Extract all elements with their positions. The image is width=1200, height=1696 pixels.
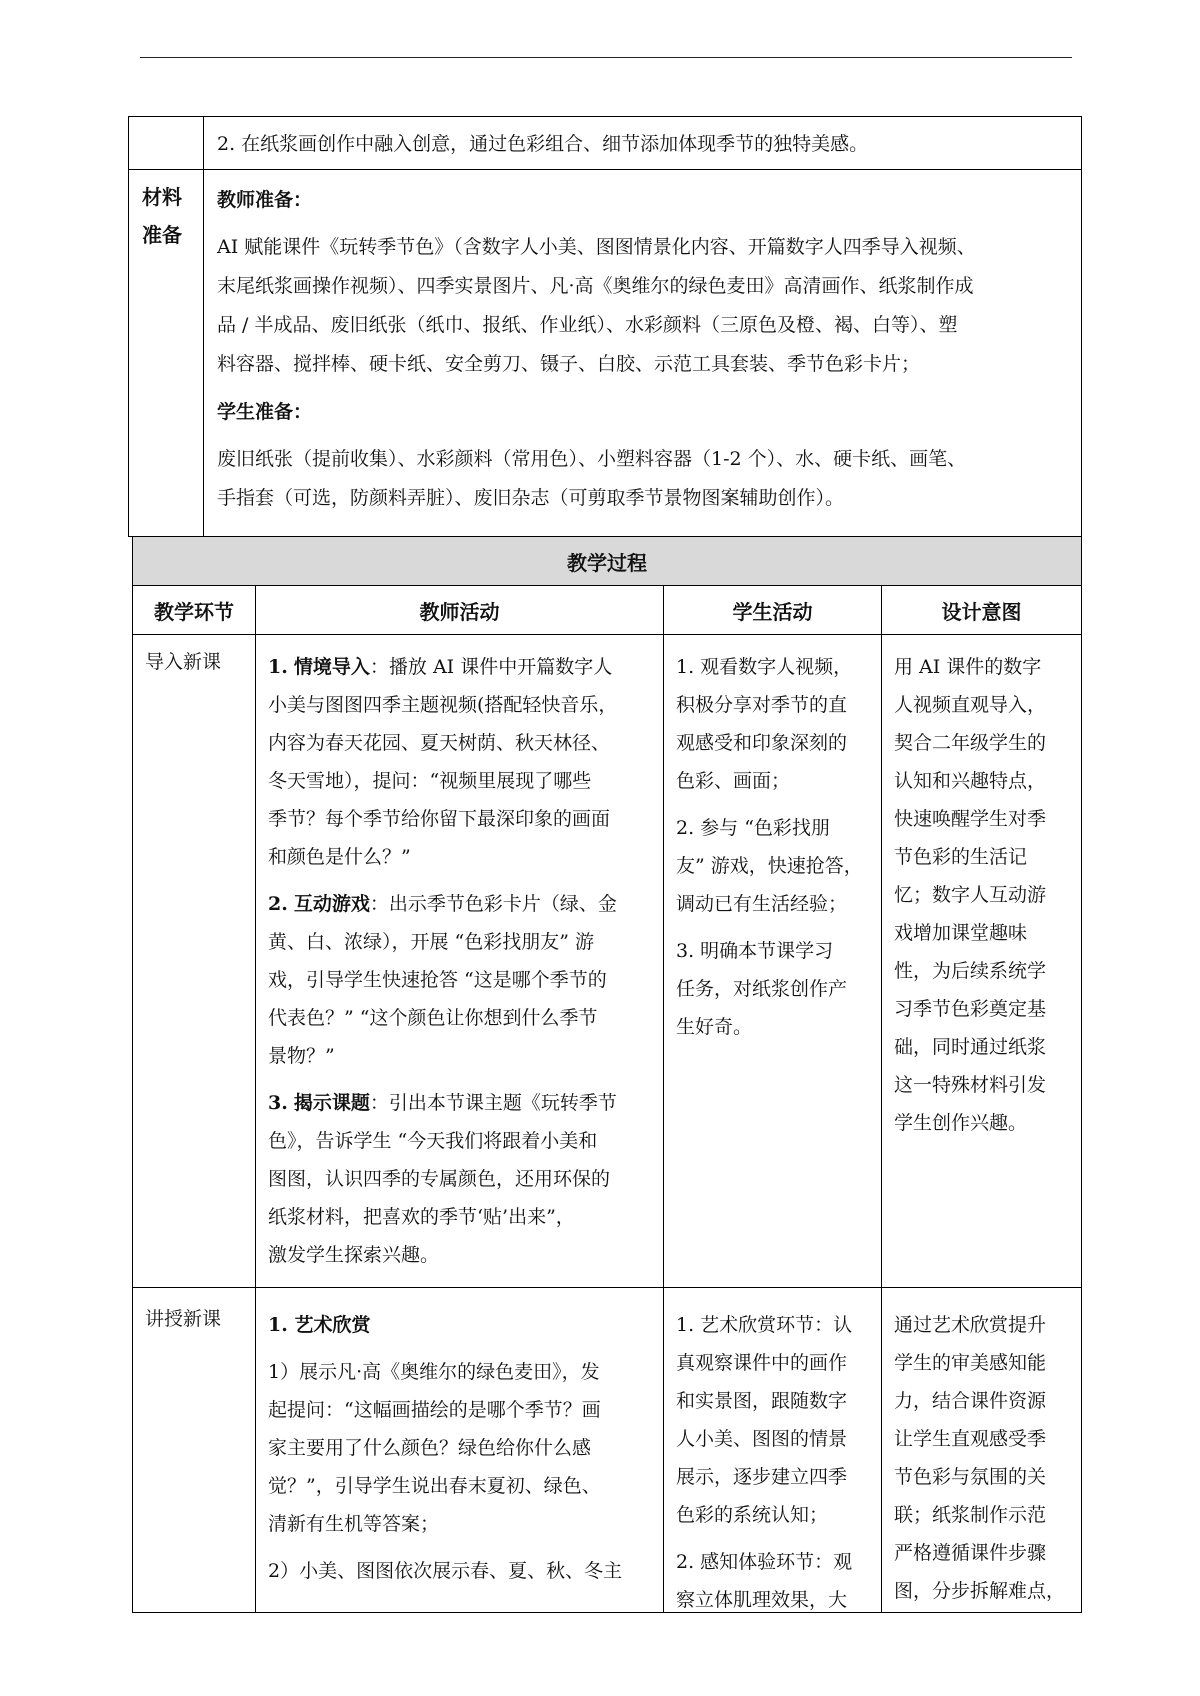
column-header-intent: 设计意图 [881,585,1082,635]
intro-intent-cell [881,634,1082,1288]
art-appreciation-heading: 1. 艺术欣赏 [268,1314,371,1336]
activity-heading: 情境导入 [293,656,370,678]
teacher-activity-item: 3. 揭示课题：引出本节课主题《玩转季节 色》，告诉学生 “今天我们将跟着小美和 图图，认识四季的专属颜色，还用环保的 纸浆材料，把喜欢的季节‘贴’出来”， 激发学生探索兴趣。 [268,1092,617,1266]
student-activity-item: 1. 观看数字人视频， 积极分享对季节的直 观感受和印象深刻的 色彩、画面； [676,656,853,792]
activity-heading: 揭示课题 [293,1092,370,1114]
new-lesson-intent-cell [881,1287,1082,1613]
process-title: 教学过程 [567,550,647,575]
teacher-activity-item: 2）小美、图图依次展示春、夏、秋、冬主 [268,1560,623,1582]
student-activity-item: 3. 明确本节课学习 任务，对纸浆创作产 生好奇。 [676,940,848,1038]
student-activity-item: 2. 感知体验环节：观 察立体肌理效果，大 [676,1551,853,1611]
student-prep-line: 手指套（可选，防颜料弄脏）、废旧杂志（可剪取季节景物图案辅助创作）。 [217,487,845,509]
design-intent-text: 用 AI 课件的数字 人视频直观导入， 契合二年级学生的 认知和兴趣特点， 快速唤醒学生对季 节色彩的生活记 忆；数字人互动游 戏增加课堂趣味 性，为后续系统学 习季节色彩奠定基 础，同时通过纸浆 这一特殊材料引发 学生创作兴趣。 [894,656,1047,1134]
column-header-stage: 教学环节 [132,585,256,635]
student-prep-heading: 学生准备： [217,401,313,423]
teacher-prep-heading: 教师准备： [217,189,313,211]
materials-label-cell [128,169,204,537]
teacher-activity-item: 1）展示凡·高《奥维尔的绿色麦田》，发 起提问：“这幅画描绘的是哪个季节？画 家主要用了什么颜色？绿色给你什么感 觉？”，引导学生说出春末夏初、绿色、 清新有生机等答案； [268,1361,601,1535]
objective-item-2: 2. 在纸浆画创作中融入创意，通过色彩组合、细节添加体现季节的独特美感。 [217,133,869,155]
student-activity-item: 1. 艺术欣赏环节：认 真观察课件中的画作 和实景图，跟随数字 人小美、图图的情景 展示，逐步建立四季 色彩的系统认知； [676,1314,853,1526]
objectives-text-cell [203,116,1082,170]
stage-label: 讲授新课 [145,1308,222,1330]
activity-heading: 互动游戏 [293,893,370,915]
teacher-activity-item: 2. 互动游戏：出示季节色彩卡片（绿、金 黄、白、浓绿），开展 “色彩找朋友” 游 戏，引导学生快速抢答 “这是哪个季节的 代表色？” “这个颜色让你想到什么季节 景物？” [268,893,617,1067]
teacher-prep-line: 料容器、搅拌棒、硬卡纸、安全剪刀、镊子、白胶、示范工具套装、季节色彩卡片； [217,353,921,375]
header-rule [140,57,1072,58]
teacher-prep-line: 末尾纸浆画操作视频）、四季实景图片、凡·高《奥维尔的绿色麦田》高清画作、纸浆制作成 [217,275,974,297]
column-header-student: 学生活动 [663,585,882,635]
process-title-cell [132,536,1082,586]
intro-teacher-cell [255,634,664,1288]
materials-label-line1: 材料 [142,185,182,209]
student-prep-line: 废旧纸张（提前收集）、水彩颜料（常用色）、小塑料容器（1-2 个）、水、硬卡纸、画笔、 [217,448,967,470]
teacher-prep-line: 品 / 半成品、废旧纸张（纸巾、报纸、作业纸）、水彩颜料（三原色及橙、褐、白等）、塑 [217,314,958,336]
materials-label-line2: 准备 [142,223,182,247]
new-lesson-student-cell [663,1287,882,1613]
stage-label: 导入新课 [145,651,222,673]
objectives-label-cell [128,116,204,170]
intro-student-cell [663,634,882,1288]
new-lesson-teacher-cell [255,1287,664,1613]
teacher-prep-line: AI 赋能课件《玩转季节色》（含数字人小美、图图情景化内容、开篇数字人四季导入视频、 [217,236,976,258]
design-intent-text: 通过艺术欣赏提升 学生的审美感知能 力，结合课件资源 让学生直观感受季 节色彩与氛围的关 联；纸浆制作示范 严格遵循课件步骤 图，分步拆解难点， [894,1314,1066,1602]
student-activity-item: 2. 参与 “色彩找朋 友” 游戏，快速抢答， 调动已有生活经验； [676,817,863,915]
teacher-activity-item: 1. 情境导入：播放 AI 课件中开篇数字人 小美与图图四季主题视频(搭配轻快音乐， 内容为春天花园、夏天树荫、秋天林径、 冬天雪地），提问：“视频里展现了哪些 季节？每个季节给你留下最深印象的画面 和颜色是什么？” [268,656,618,868]
column-header-teacher: 教师活动 [255,585,664,635]
new-lesson-stage-cell [132,1287,256,1613]
intro-stage-cell [132,634,256,1288]
materials-content-cell [203,169,1082,537]
